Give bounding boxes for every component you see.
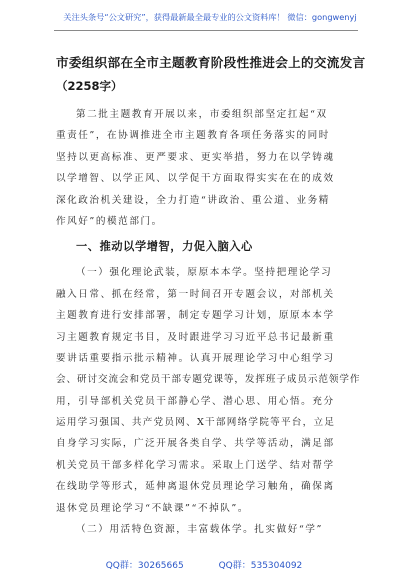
footer-qq-group-1[interactable]: QQ群：30265665: [105, 561, 184, 571]
paragraph-line: 在线助学等形式，延伸离退休党员理论学习触角，确保离: [56, 481, 335, 493]
header-divider: [54, 30, 358, 31]
paragraph-line: 用，引导部机关党员干部静心学、潜心思、用心悟。充分: [56, 395, 335, 407]
paragraph-line: 自身学习实际，广泛开展各类自学、共学等活动，满足部: [56, 438, 335, 450]
paragraph-line: 退休党员理论学习“不缺课”“不掉队”。: [56, 502, 249, 514]
paragraph-line: 要讲话重要指示批示精神。认真开展理论学习中心组学习: [56, 352, 335, 364]
intro-line: 以学增智、以学正风、以学促干方面取得实实在在的成效: [56, 173, 335, 185]
paragraph-line: 主题教育进行安排部署，制定专题学习计划，原原本本学: [56, 310, 335, 322]
footer-contacts: [0, 558, 408, 571]
header-banner[interactable]: 关注头条号“公文研究”，获得最新最全最专业的公文资料库！ 微信：gongwenyj: [63, 12, 357, 22]
paragraph-line: 运用学习强国、共产党员网、X干部网络学院等平台，立足: [56, 417, 336, 429]
section-heading: 一、推动以学增智，力促入脑入心: [76, 240, 253, 254]
word-count: （2258字）: [56, 79, 123, 93]
intro-line: 坚持以更高标准、更严要求、更实举措，努力在以学铸魂: [56, 151, 335, 163]
paragraph-line: 会、研讨交流会和党员干部专题党课等，发挥班子成员示范领学作: [56, 374, 361, 386]
intro-line: 第二批主题教育开展以来，市委组织部坚定扛起“双: [76, 109, 328, 120]
footer-qq-group-2[interactable]: QQ群：535304092: [218, 561, 303, 571]
intro-line: 重责任”，在协调推进全市主题教育各项任务落实的同时: [56, 130, 330, 142]
paragraph-line: 机关党员干部多样化学习需求。采取上门送学、结对帮学: [56, 459, 335, 471]
intro-line: 深化政治机关建设，全力打造“讲政治、重公道、业务精: [56, 194, 330, 206]
paragraph-line: 融入日常、抓在经常，第一时间召开专题会议，对部机关: [56, 288, 335, 300]
document-body: [56, 104, 362, 540]
paragraph-line: （二）用活特色资源，丰富载体学。扎实做好“学”: [76, 524, 323, 536]
paragraph-line: 习主题教育规定书目，及时跟进学习习近平总书记最新重: [56, 331, 335, 343]
document-title: 市委组织部在全市主题教育阶段性推进会上的交流发言: [56, 55, 366, 70]
intro-line: 作风好”的模范部门。: [56, 215, 163, 227]
paragraph-line: （一）强化理论武装，原原本本学。坚持把理论学习: [76, 267, 333, 279]
